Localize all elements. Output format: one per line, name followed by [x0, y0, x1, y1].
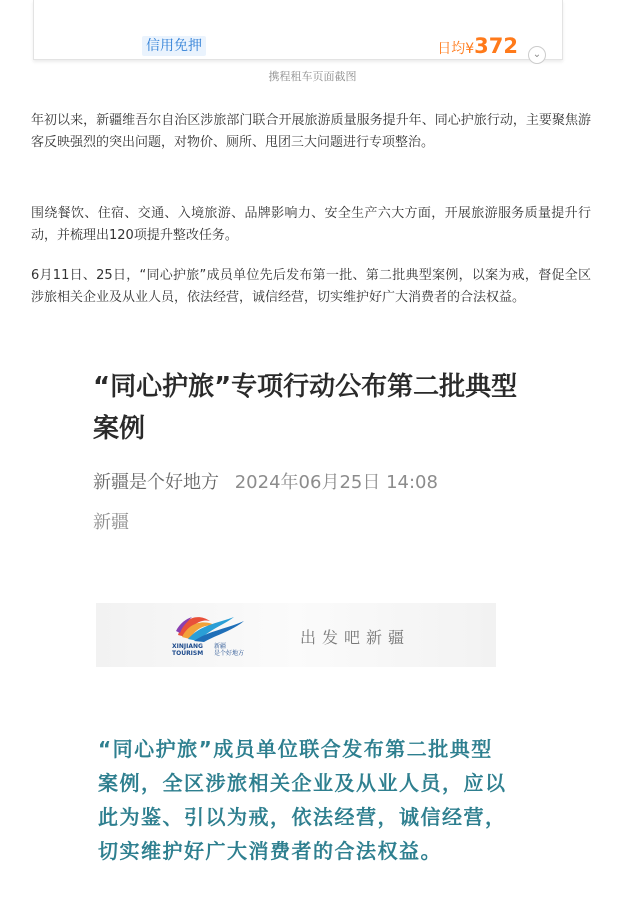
article-paragraph-3: 6月11日、25日，“同心护旅”成员单位先后发布第一批、第二批典型案例，以案为戒，督促全区涉旅相关企业及从业人员，依法经营，诚信经营，切实维护好广大消费者的合法权益。 [31, 268, 591, 305]
car-rental-screenshot [33, 0, 563, 60]
embedded-post-meta [93, 468, 438, 494]
post-datetime: 2024年06月25日 14:08 [234, 472, 438, 493]
daily-price [437, 34, 518, 58]
logo-english: XINJIANG TOURISM [172, 643, 204, 657]
logo-chinese: 新疆 是个好地方 [214, 643, 245, 657]
banner-slogan: 出发吧新疆 [300, 628, 411, 647]
credit-deposit-free-badge: 信用免押 [142, 36, 206, 56]
post-location: 新疆 [93, 512, 129, 533]
image-caption: 携程租车页面截图 [268, 70, 357, 83]
embedded-post-title: “同心护旅”专项行动公布第二批典型案例 [93, 372, 518, 444]
xinjiang-tourism-logo-icon [172, 609, 252, 643]
embedded-post-quote: “同心护旅”成员单位联合发布第二批典型案例，全区涉旅相关企业及从业人员，应以此为鉴、引以为戒，依法经营，诚信经营，切实维护好广大消费者的合法权益。 [98, 737, 507, 863]
article-paragraph-2: 围绕餐饮、住宿、交通、入境旅游、品牌影响力、安全生产六大方面，开展旅游服务质量提升行动，并梳理出120项提升整改任务。 [31, 206, 591, 243]
tourism-banner [96, 603, 496, 667]
article-paragraph-1: 年初以来，新疆维吾尔自治区涉旅部门联合开展旅游质量服务提升年、同心护旅行动，主要聚焦游客反映强烈的突出问题，对物价、厕所、甩团三大问题进行专项整治。 [31, 113, 591, 150]
post-account-name[interactable]: 新疆是个好地方 [93, 472, 219, 493]
daily-price-value: 372 [474, 34, 518, 58]
daily-price-label: 日均¥ [437, 41, 475, 57]
chevron-down-icon[interactable]: ⌄ [528, 46, 546, 64]
